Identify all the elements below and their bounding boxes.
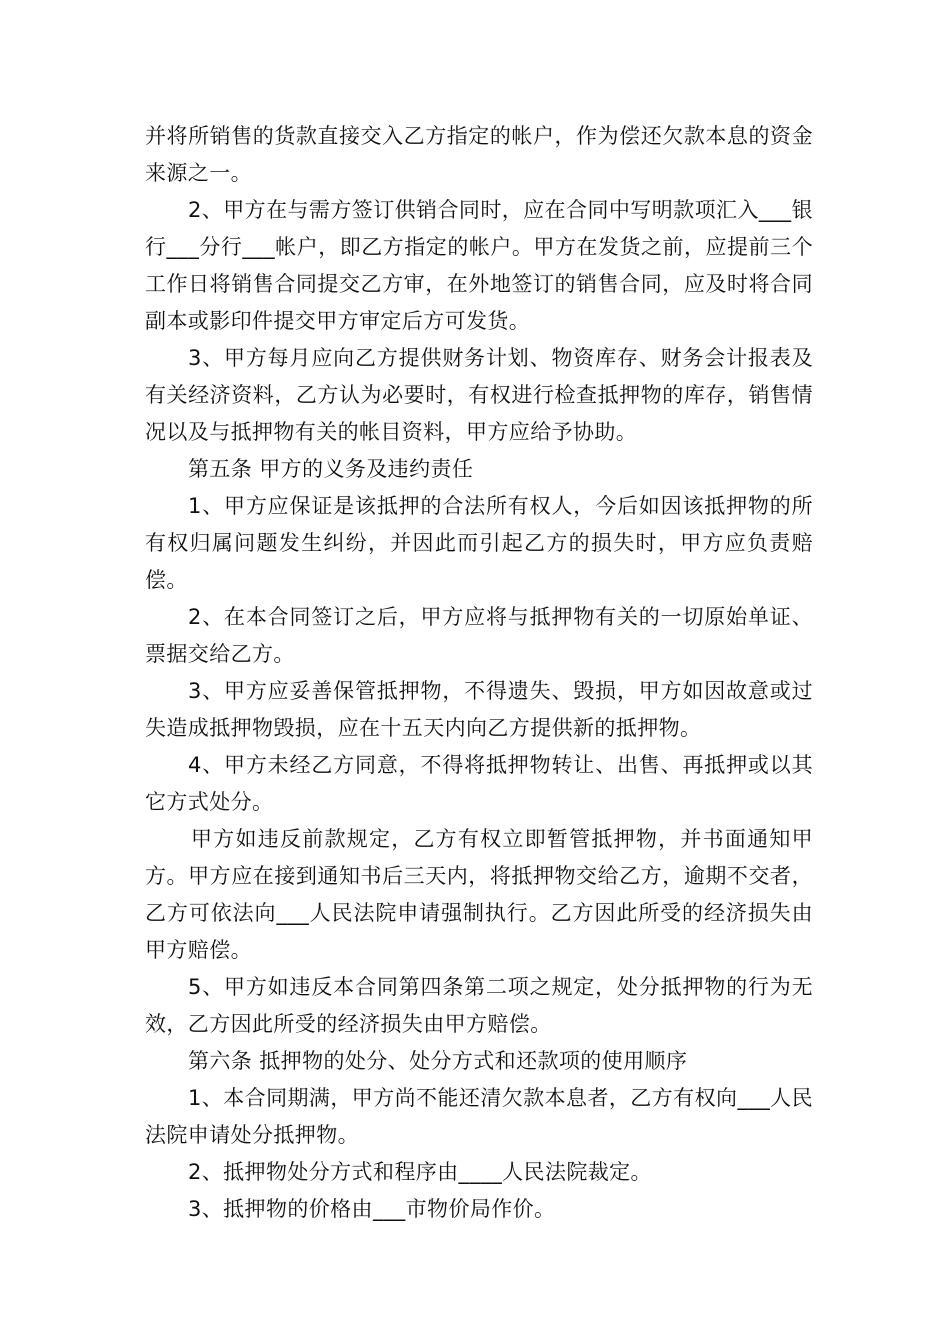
article-5-heading: 第五条 甲方的义务及违约责任 (188, 457, 474, 481)
clause-5-item-4-breach: 甲方如违反前款规定，乙方有权立即暂管抵押物，并书面通知甲方。甲方应在接到通知书后三天内，将抵押物交给乙方，逾期不交者，乙方可依法向___人民法院申请强制执行。乙方因此所受的经济损失由甲方赔偿。 (145, 827, 813, 962)
clause-5-item-4: 4、甲方未经乙方同意，不得将抵押物转让、出售、再抵押或以其它方式处分。 (145, 753, 813, 814)
clause-6-item-1: 1、本合同期满，甲方尚不能还清欠款本息者，乙方有权向___人民法院申请处分抵押物。 (145, 1086, 813, 1147)
article-6-heading: 第六条 抵押物的处分、处分方式和还款项的使用顺序 (188, 1049, 688, 1073)
clause-5-item-2: 2、在本合同签订之后，甲方应将与抵押物有关的一切原始单证、票据交给乙方。 (145, 605, 813, 666)
clause-5-item-1: 1、甲方应保证是该抵押的合法所有权人，今后如因该抵押物的所有权归属问题发生纠纷，并因此而引起乙方的损失时，甲方应负责赔偿。 (145, 494, 813, 592)
clause-5-item-5: 5、甲方如违反本合同第四条第二项之规定，处分抵押物的行为无效，乙方因此所受的经济损失由甲方赔偿。 (145, 975, 813, 1036)
clause-6-item-2: 2、抵押物处分方式和程序由____人民法院裁定。 (188, 1160, 652, 1184)
clause-6-item-3: 3、抵押物的价格由___市物价局作价。 (188, 1197, 556, 1221)
paragraph-continuation: 并将所销售的货款直接交入乙方指定的帐户，作为偿还欠款本息的资金来源之一。 (145, 124, 813, 185)
contract-body (145, 118, 813, 1228)
clause-5-item-3: 3、甲方应妥善保管抵押物，不得遗失、毁损，甲方如因故意或过失造成抵押物毁损，应在十五天内向乙方提供新的抵押物。 (145, 679, 813, 740)
clause-4-item-3: 3、甲方每月应向乙方提供财务计划、物资库存、财务会计报表及有关经济资料，乙方认为必要时，有权进行检查抵押物的库存，销售情况以及与抵押物有关的帐目资料，甲方应给予协助。 (145, 346, 813, 444)
clause-4-item-2: 2、甲方在与需方签订供销合同时，应在合同中写明款项汇入___银行___分行___帐户，即乙方指定的帐户。甲方在发货之前，应提前三个工作日将销售合同提交乙方审，在外地签订的销售合同，应及时将合同副本或影印件提交甲方审定后方可发货。 (145, 198, 813, 333)
